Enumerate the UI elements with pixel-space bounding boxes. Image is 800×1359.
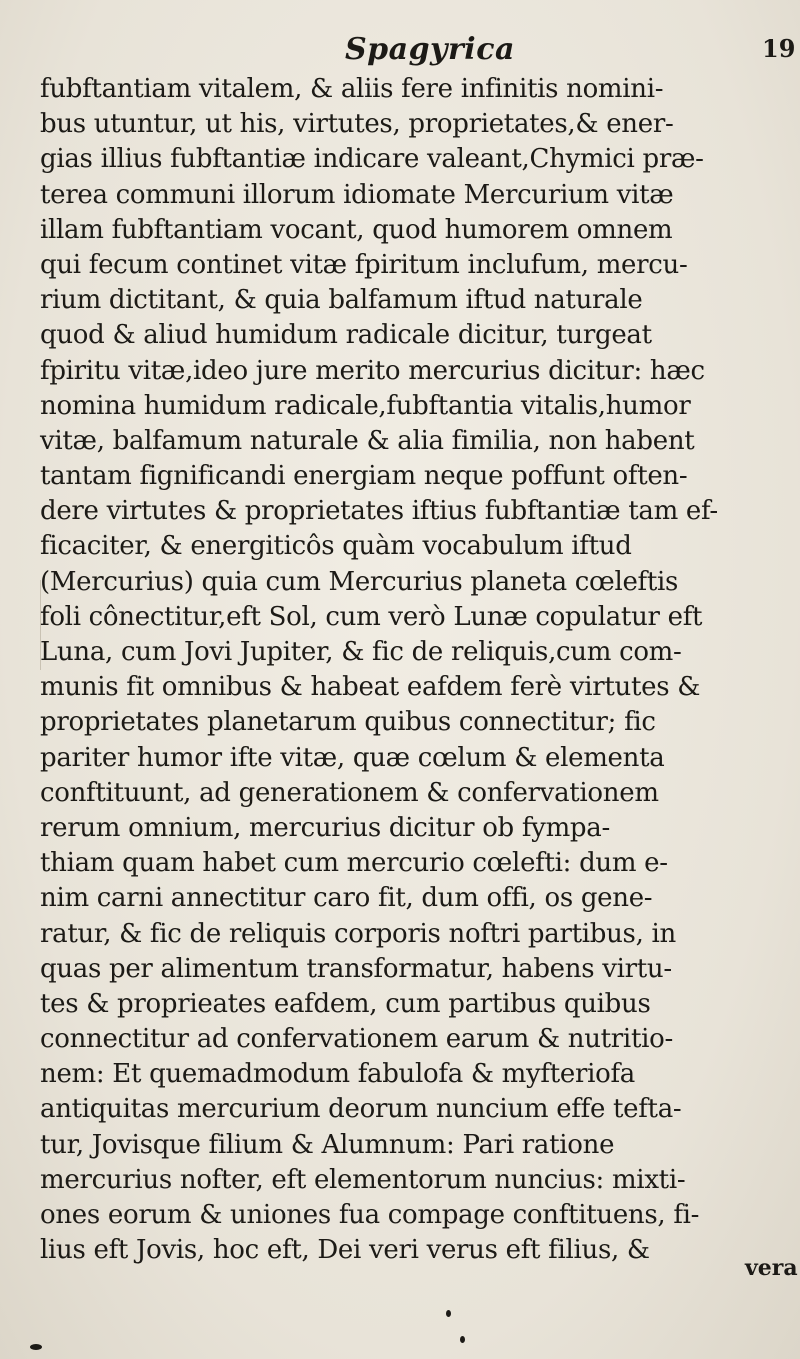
page-number: 19 xyxy=(762,34,796,63)
text-line: Luna, cum Jovi Jupiter, & fic de reliquis,cum com- xyxy=(40,637,682,667)
text-line: rerum omnium, mercurius dicitur ob fympa- xyxy=(40,812,610,843)
text-line: ratur, & fic de reliquis corporis noftri partibus, in xyxy=(40,918,676,949)
text-line: gias illius fubftantiæ indicare valeant,Chymici præ- xyxy=(40,144,704,175)
text-line: vitæ, balfamum naturale & alia fimilia, non habent xyxy=(40,425,695,456)
text-line: proprietates planetarum quibus connectitur; fic xyxy=(40,707,656,738)
text-line: fpiritu vitæ,ideo jure merito mercurius dicitur: hæc xyxy=(40,355,705,386)
ink-speck xyxy=(446,1310,451,1317)
text-line: qui fecum continet vitæ fpiritum inclufum, mercu- xyxy=(40,249,688,280)
ink-speck xyxy=(30,1344,42,1350)
text-line: quod & aliud humidum radicale dicitur, turgeat xyxy=(40,320,652,351)
text-line: nem: Et quemadmodum fabulofa & myfteriofa xyxy=(40,1059,635,1090)
text-line: bus utuntur, ut his, virtutes, proprietates,& ener- xyxy=(40,109,674,140)
text-line: lius eft Jovis, hoc eft, Dei veri verus eft filius, & xyxy=(40,1235,650,1266)
text-line: ones eorum & uniones fua compage conftituens, fi- xyxy=(40,1200,700,1230)
text-line: rium dictitant, & quia balfamum iftud naturale xyxy=(40,285,643,316)
text-line: foli cônectitur,eft Sol, cum verò Lunæ copulatur eft xyxy=(40,601,703,632)
text-line: antiquitas mercurium deorum nuncium effe tefta- xyxy=(40,1094,682,1125)
body-text xyxy=(40,72,790,1268)
text-line: thiam quam habet cum mercurio cœlefti: dum e- xyxy=(40,848,668,879)
running-head: Spagyrica xyxy=(345,32,515,67)
text-line: illam fubftantiam vocant, quod humorem omnem xyxy=(40,214,673,245)
text-line: nim carni annectitur caro fit, dum offi, os gene- xyxy=(40,883,653,914)
text-line: tantam fignificandi energiam neque poffunt often- xyxy=(40,461,688,492)
text-line: ficaciter, & energiticôs quàm vocabulum iftud xyxy=(40,531,632,562)
text-line: nomina humidum radicale,fubftantia vitalis,humor xyxy=(40,390,691,421)
text-line: tur, Jovisque filium & Alumnum: Pari ratione xyxy=(40,1129,615,1160)
text-line: mercurius nofter, eft elementorum nuncius: mixti- xyxy=(40,1164,686,1195)
text-line: tes & proprieates eafdem, cum partibus quibus xyxy=(40,988,651,1019)
text-line: quas per alimentum transformatur, habens virtu- xyxy=(40,953,672,984)
text-line: munis fit omnibus & habeat eafdem ferè virtutes & xyxy=(40,672,701,703)
text-line: (Mercurius) quia cum Mercurius planeta cœleftis xyxy=(40,566,679,597)
text-line: conftituunt, ad generationem & confervationem xyxy=(40,777,659,808)
text-line: connectitur ad confervationem earum & nutritio- xyxy=(40,1024,673,1055)
text-line: pariter humor ifte vitæ, quæ cœlum & elementa xyxy=(40,742,665,773)
text-line: fubftantiam vitalem, & aliis fere infinitis nomini- xyxy=(40,74,664,104)
ink-speck xyxy=(460,1336,465,1343)
text-line: dere virtutes & proprietates iftius fubftantiæ tam ef- xyxy=(40,496,718,527)
page-header xyxy=(0,28,800,68)
text-line: terea communi illorum idiomate Mercurium vitæ xyxy=(40,179,674,210)
catchword: vera xyxy=(745,1255,798,1281)
